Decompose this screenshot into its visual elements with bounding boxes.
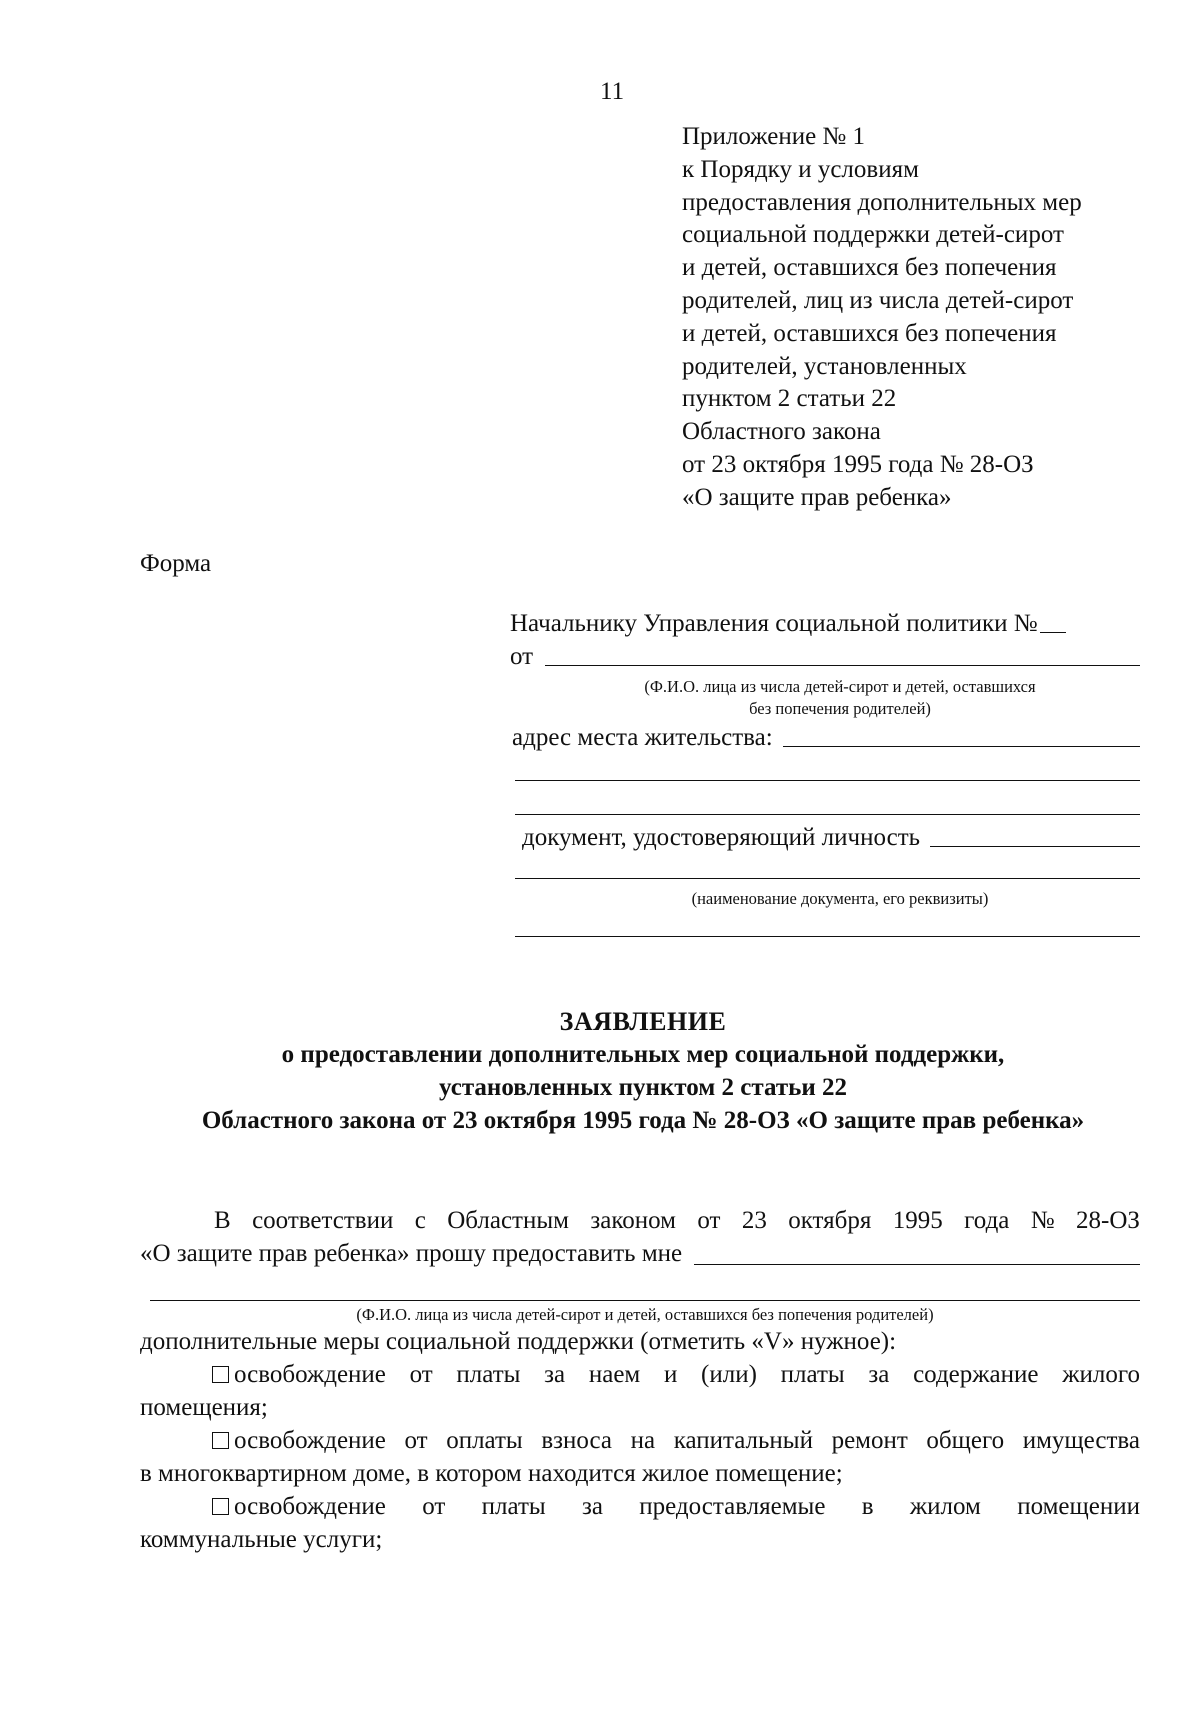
option-capital-repair (140, 1424, 1140, 1490)
title-line: о предоставлении дополнительных мер социальной поддержки, (281, 1041, 1005, 1068)
word: (или) (701, 1361, 757, 1388)
word: законом (590, 1207, 676, 1234)
word: платы (780, 1361, 845, 1388)
recipient-name-field-line-2[interactable] (150, 1300, 1140, 1301)
appendix-line: социальной поддержки детей-сирот (682, 221, 1064, 249)
option-2-first (212, 1424, 386, 1457)
title-main: ЗАЯВЛЕНИЕ (559, 1007, 727, 1036)
option-2-checkbox[interactable] (212, 1432, 229, 1449)
word: оплаты (446, 1427, 523, 1454)
word: жилом (909, 1493, 981, 1520)
address-field[interactable] (783, 745, 1140, 747)
word: предоставляемые (639, 1493, 826, 1520)
option-3-first (212, 1490, 386, 1523)
word: от (422, 1493, 446, 1520)
word: взноса (541, 1427, 613, 1454)
word: капитальный (673, 1427, 813, 1454)
id-document-field-line-2[interactable] (515, 878, 1140, 879)
department-number-field[interactable] (1040, 631, 1066, 633)
address-label: адрес места жительства: (512, 724, 773, 751)
address-field-line-2[interactable] (515, 780, 1140, 781)
measures-intro: дополнительные меры социальной поддержки (отметить «V» нужное): (140, 1328, 897, 1355)
word: за (581, 1493, 603, 1520)
word: платы (481, 1493, 546, 1520)
appendix-line: предоставления дополнительных мер (682, 188, 1082, 216)
page-number: 11 (600, 78, 625, 105)
appendix-line: родителей, установленных (682, 352, 967, 380)
option-3-checkbox[interactable] (212, 1498, 229, 1515)
word: помещении (1017, 1493, 1140, 1520)
word: ремонт (831, 1427, 908, 1454)
intro-line-1 (140, 1204, 1140, 1237)
word: в (861, 1493, 874, 1520)
appendix-line: и детей, оставшихся без попечения (682, 254, 1057, 282)
word: имущества (1022, 1427, 1140, 1454)
word: от (409, 1361, 433, 1388)
option-1-checkbox[interactable] (212, 1366, 229, 1383)
word: октября (788, 1207, 872, 1234)
recipient-name-caption: (Ф.И.О. лица из числа детей-сирот и детей, оставшихся без попечения родителей) (356, 1305, 934, 1324)
title-line: Областного закона от 23 октября 1995 года № 28-ОЗ «О защите прав ребенка» (201, 1107, 1085, 1134)
word: Областным (447, 1207, 569, 1234)
addressee-to-label: Начальнику Управления социальной политики № (510, 610, 1038, 637)
appendix-line: родителей, лиц из числа детей-сирот (682, 286, 1074, 314)
id-document-row (522, 824, 1140, 852)
intro-line-2-text: «О защите прав ребенка» прошу предоставить мне (140, 1240, 683, 1267)
appendix-line: Областного закона (682, 418, 881, 446)
word: за (868, 1361, 890, 1388)
word: 1995 (892, 1207, 943, 1234)
word: соответствии (252, 1207, 394, 1234)
word: с (414, 1207, 426, 1234)
appendix-line: от 23 октября 1995 года № 28-ОЗ (682, 450, 1034, 478)
appendix-line: к Порядку и условиям (682, 155, 919, 183)
intro-line-2 (140, 1237, 1140, 1270)
option-1-first (212, 1358, 386, 1391)
word: освобождение (234, 1427, 386, 1454)
word: от (404, 1427, 428, 1454)
option-2-line-1 (140, 1424, 1140, 1457)
statement-title (120, 1005, 1166, 1137)
word: содержание (913, 1361, 1039, 1388)
option-utilities (140, 1490, 1140, 1556)
word: от (697, 1207, 721, 1234)
word: и (663, 1361, 678, 1388)
id-document-field[interactable] (930, 845, 1140, 847)
id-document-field-line-3[interactable] (515, 936, 1140, 937)
appendix-note (682, 121, 1082, 515)
word: платы (456, 1361, 521, 1388)
word: жилого (1062, 1361, 1140, 1388)
word: № (1030, 1207, 1055, 1234)
word: наем (588, 1361, 641, 1388)
option-2-line-2: в многоквартирном доме, в котором находится жилое помещение; (140, 1460, 843, 1487)
word: за (544, 1361, 566, 1388)
option-1-line-2: помещения; (140, 1394, 268, 1421)
word: 23 (741, 1207, 767, 1234)
option-housing-rent (140, 1358, 1140, 1424)
addressee-from-label: от (510, 643, 534, 670)
caption-line: без попечения родителей) (749, 699, 931, 718)
word: В (214, 1207, 231, 1234)
title-line: установленных пунктом 2 статьи 22 (439, 1074, 847, 1101)
address-field-line-3[interactable] (515, 814, 1140, 815)
caption-line: (Ф.И.О. лица из числа детей-сирот и детей, оставшихся (644, 677, 1036, 696)
appendix-line: Приложение № 1 (682, 123, 866, 150)
id-document-label: документ, удостоверяющий личность (522, 824, 921, 851)
option-3-line-1 (140, 1490, 1140, 1523)
word: освобождение (234, 1361, 386, 1388)
word: года (964, 1207, 1010, 1234)
option-3-line-2: коммунальные услуги; (140, 1526, 383, 1553)
address-row (512, 724, 1140, 752)
appendix-line: пунктом 2 статьи 22 (682, 385, 897, 413)
id-document-caption: (наименование документа, его реквизиты) (691, 889, 989, 908)
addressee-to-row (510, 610, 1142, 638)
word: на (630, 1427, 656, 1454)
intro-paragraph (140, 1204, 1140, 1270)
applicant-name-caption (540, 676, 1140, 720)
addressee-from-row (510, 643, 1140, 671)
applicant-name-field[interactable] (545, 664, 1140, 666)
appendix-line: «О защите прав ребенка» (682, 483, 952, 511)
appendix-line: и детей, оставшихся без попечения (682, 319, 1057, 347)
word: освобождение (234, 1493, 386, 1520)
word: 28-ОЗ (1076, 1207, 1140, 1234)
option-1-line-1 (140, 1358, 1140, 1391)
word: общего (926, 1427, 1005, 1454)
form-label: Форма (140, 550, 212, 577)
recipient-name-field[interactable] (694, 1263, 1140, 1265)
